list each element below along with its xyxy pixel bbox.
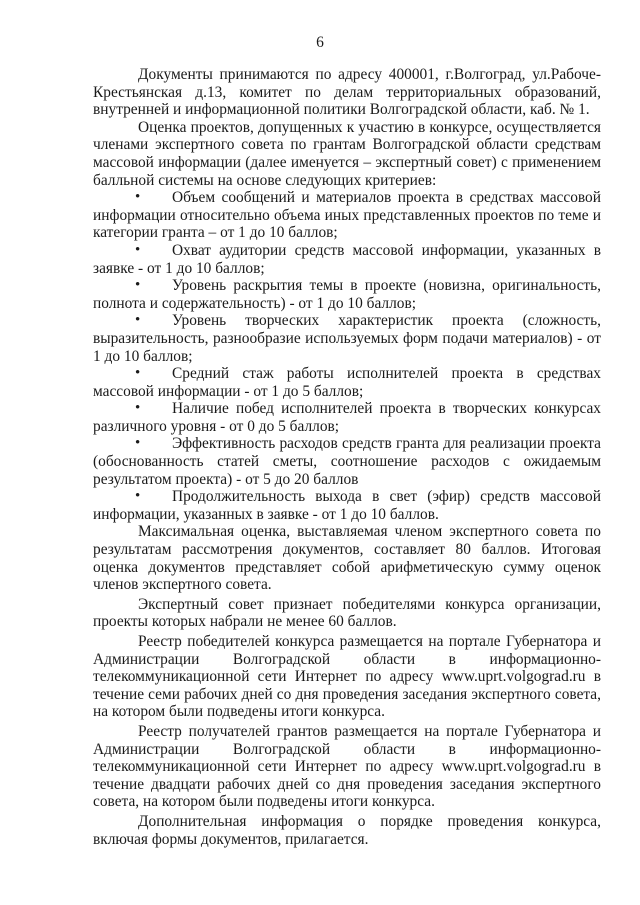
paragraph-max-score: Максимальная оценка, выставляемая членом экспертного совета по результатам рассмотрения документов, составляет 80 баллов. Итоговая оценка документов представляет собой арифметическую сумму оценок членов экспертного совета. xyxy=(93,523,601,594)
document-body xyxy=(93,66,601,848)
criteria-item-text: Эффективность расходов средств гранта для реализации проекта (обоснованность статей сметы, соотношение расходов с ожидаемым результатом проекта) - от 5 до 20 баллов xyxy=(93,435,601,488)
paragraph-address: Документы принимаются по адресу 400001, г.Волгоград, ул.Рабоче-Крестьянская д.13, комитет по делам территориальных образований, внутренней и информационной политики Волгоградской области, каб. № 1. xyxy=(93,66,601,119)
criteria-item-text: Средний стаж работы исполнителей проекта в средствах массовой информации - от 1 до 5 баллов; xyxy=(93,365,601,400)
bullet-icon: • xyxy=(135,488,141,505)
criteria-item xyxy=(93,242,601,277)
criteria-list xyxy=(93,189,601,523)
bullet-icon: • xyxy=(135,312,141,329)
paragraph-winners-threshold: Экспертный совет признает победителями конкурса организации, проекты которых набрали не менее 60 баллов. xyxy=(93,595,601,631)
criteria-item xyxy=(93,488,601,523)
criteria-item xyxy=(93,312,601,365)
bullet-icon: • xyxy=(135,277,141,294)
criteria-item-text: Охват аудитории средств массовой информации, указанных в заявке - от 1 до 10 баллов; xyxy=(93,241,601,277)
page-number: 6 xyxy=(316,34,324,51)
paragraph-grantees-registry: Реестр получателей грантов размещается на портале Губернатора и Администрации Волгоградской области в информационно-телекоммуникационной сети Интернет по адресу www.uprt.volgograd.ru в течение двадцати рабочих дней со дня проведения заседания экспертного совета, на котором были подведены итоги конкурса. xyxy=(93,722,601,811)
bullet-icon: • xyxy=(135,241,141,258)
criteria-item xyxy=(93,189,601,242)
criteria-item xyxy=(93,365,601,400)
criteria-item-text: Продолжительность выхода в свет (эфир) средств массовой информации, указанных в заявке - от 1 до 10 баллов. xyxy=(93,488,601,523)
criteria-item xyxy=(93,277,601,312)
bullet-icon: • xyxy=(135,189,141,206)
criteria-item xyxy=(93,435,601,488)
criteria-item-text: Наличие побед исполнителей проекта в творческих конкурсах различного уровня - от 0 до 5 баллов; xyxy=(93,400,601,435)
paragraph-additional-info: Дополнительная информация о порядке проведения конкурса, включая формы документов, прилагается. xyxy=(93,812,601,848)
bullet-icon: • xyxy=(135,365,141,382)
bullet-icon: • xyxy=(135,400,141,417)
criteria-item-text: Объем сообщений и материалов проекта в средствах массовой информации относительно объема иных представленных проектов по теме и категории гранта – от 1 до 10 баллов; xyxy=(93,189,601,242)
paragraph-evaluation-intro: Оценка проектов, допущенных к участию в конкурсе, осуществляется членами экспертного совета по грантам Волгоградской области средствам массовой информации (далее именуется – экспертный совет) с применением балльной системы на основе следующих критериев: xyxy=(93,118,601,189)
paragraph-winners-registry: Реестр победителей конкурса размещается на портале Губернатора и Администрации Волгоградской области в информационно-телекоммуникационной сети Интернет по адресу www.uprt.volgograd.ru в течение семи рабочих дней со дня проведения заседания экспертного совета, на котором были подведены итоги конкурса. xyxy=(93,633,601,721)
criteria-item-text: Уровень раскрытия темы в проекте (новизна, оригинальность, полнота и содержательность) - от 1 до 10 баллов; xyxy=(93,277,601,312)
criteria-item xyxy=(93,400,601,435)
bullet-icon: • xyxy=(135,435,141,452)
criteria-item-text: Уровень творческих характеристик проекта (сложность, выразительность, разнообразие используемых форм подачи материалов) - от 1 до 10 баллов; xyxy=(93,312,601,365)
